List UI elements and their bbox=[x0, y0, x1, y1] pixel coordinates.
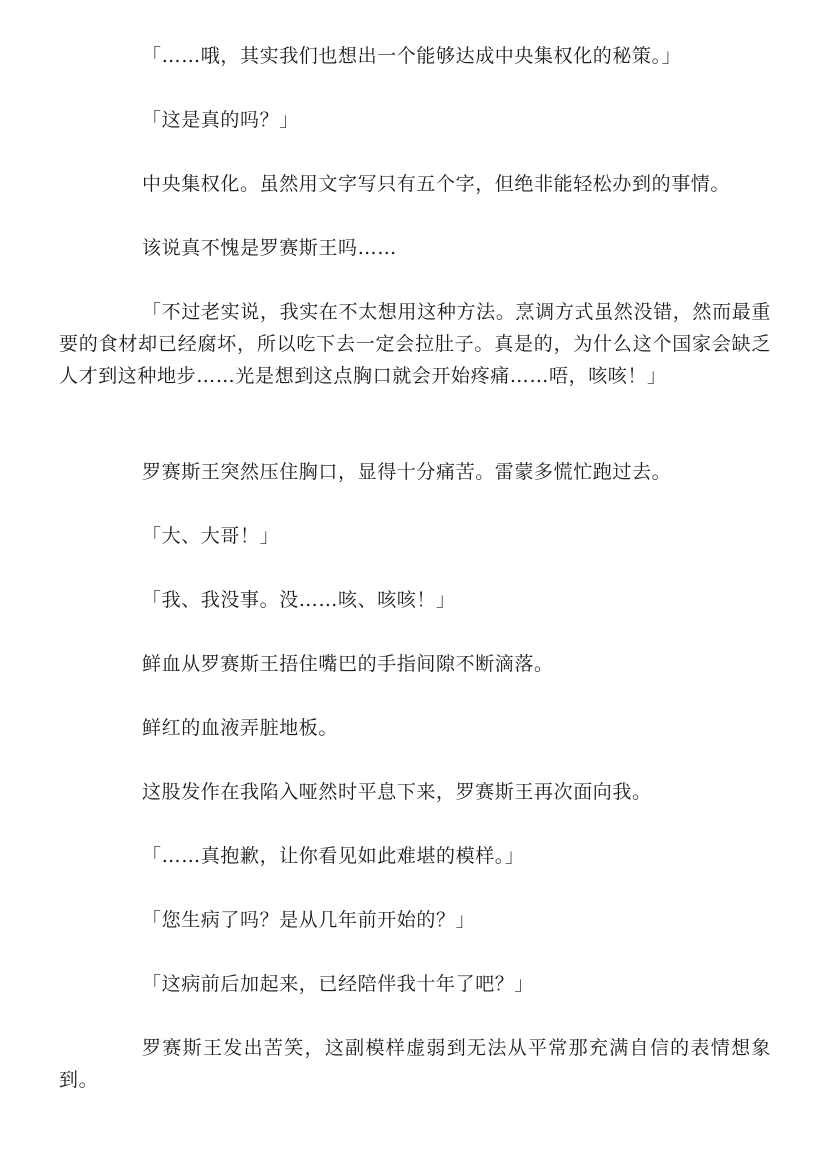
paragraph-11: 这股发作在我陷入哑然时平息下来，罗赛斯王再次面向我。 bbox=[142, 781, 652, 803]
paragraph-13: 「您生病了吗？是从几年前开始的？」 bbox=[142, 909, 476, 931]
paragraph-12: 「……真抱歉，让你看见如此难堪的模样。」 bbox=[142, 845, 525, 867]
paragraph-2: 「这是真的吗？」 bbox=[142, 109, 299, 131]
paragraph-6: 罗赛斯王突然压住胸口，显得十分痛苦。雷蒙多慌忙跑过去。 bbox=[142, 461, 672, 483]
paragraph-4: 该说真不愧是罗赛斯王吗…… bbox=[142, 237, 397, 259]
paragraph-3: 中央集权化。虽然用文字写只有五个字，但绝非能轻松办到的事情。 bbox=[142, 173, 731, 195]
paragraph-15: 罗赛斯王发出苦笑，这副模样虚弱到无法从平常那充满自信的表情想象到。 bbox=[59, 1037, 771, 1091]
paragraph-9: 鲜血从罗赛斯王捂住嘴巴的手指间隙不断滴落。 bbox=[142, 653, 554, 675]
paragraph-8: 「我、我没事。没……咳、咳咳！」 bbox=[142, 589, 456, 611]
paragraph-14: 「这病前后加起来，已经陪伴我十年了吧？」 bbox=[142, 973, 535, 995]
paragraph-1: 「……哦，其实我们也想出一个能够达成中央集权化的秘策。」 bbox=[142, 45, 682, 67]
paragraph-5: 「不过老实说，我实在不太想用这种方法。烹调方式虽然没错，然而最重要的食材却已经腐坏，所以吃下去一定会拉肚子。真是的，为什么这个国家会缺乏人才到这种地步……光是想到这点胸口就会开始疼痛……唔，咳咳！」 bbox=[59, 301, 771, 387]
paragraph-10: 鲜红的血液弄脏地板。 bbox=[142, 717, 339, 739]
paragraph-7: 「大、大哥！」 bbox=[142, 525, 280, 547]
